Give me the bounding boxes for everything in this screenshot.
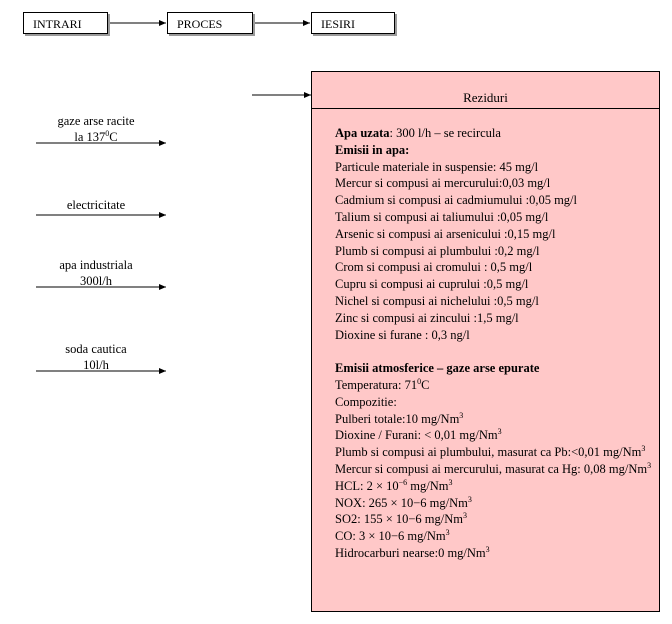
water-emission-item: Mercur si compusi ai mercurului:0,03 mg/l bbox=[335, 176, 551, 191]
water-emission-item: Plumb si compusi ai plumbului :0,2 mg/l bbox=[335, 243, 540, 258]
apa-uzata-line: Apa uzata: 300 l/h – se recircula bbox=[335, 126, 501, 140]
gas-emission-item: SO2: 155 × 10−6 mg/Nm$^3$ bbox=[335, 511, 467, 527]
water-emission-item: Talium si compusi ai taliumului :0,05 mg/l bbox=[335, 209, 549, 224]
box-intrari-label: INTRARI bbox=[33, 17, 82, 31]
input-apa-line2: 300l/h bbox=[80, 274, 112, 288]
water-emission-item: Cadmium si compusi ai cadmiumului :0,05 mg/l bbox=[335, 193, 577, 208]
gas-emission-item: NOX: 265 × 10−6 mg/Nm$^3$ bbox=[335, 494, 472, 510]
input-apa-industriala bbox=[36, 257, 156, 289]
air-emission-item: Mercur si compusi ai mercurului, masurat ca Hg: 0,08 mg/Nm$^3$ bbox=[335, 460, 652, 476]
air-emission-item: Pulberi totale:10 mg/Nm$^3$ bbox=[335, 410, 464, 426]
input-gaze-arse bbox=[36, 113, 156, 145]
box-proces-label: PROCES bbox=[177, 17, 223, 31]
water-emission-item: Arsenic si compusi ai arsenicului :0,15 mg/l bbox=[335, 226, 556, 241]
compozitie-label: Compozitie: bbox=[335, 394, 397, 409]
gas-emission-item: Hidrocarburi nearse:0 mg/Nm$^3$ bbox=[335, 544, 490, 560]
air-emission-item: Dioxine / Furani: < 0,01 mg/Nm$^3$ bbox=[335, 427, 502, 443]
water-emission-item: Particule materiale in suspensie: 45 mg/l bbox=[335, 159, 539, 174]
input-electricitate-line1: electricitate bbox=[66, 198, 126, 212]
temperatura-line: Temperatura: $71^0C$ bbox=[335, 376, 430, 392]
emisii-atmosferice-heading: Emisii atmosferice – gaze arse epurate bbox=[335, 361, 540, 376]
input-apa-line1: apa industriala bbox=[59, 258, 133, 272]
input-soda-line2: 10l/h bbox=[83, 358, 109, 372]
hcl-line: HCL: $2 \times 10^{-6}$ mg/Nm$^3$ bbox=[335, 477, 453, 493]
input-electricitate bbox=[36, 197, 156, 213]
reziduri-divider bbox=[312, 108, 659, 109]
air-emission-item: Plumb si compusi ai plumbului, masurat ca Pb:<0,01 mg/Nm$^3$ bbox=[335, 443, 646, 460]
water-emission-item: Nichel si compusi ai nichelului :0,5 mg/l bbox=[335, 293, 539, 308]
reziduri-panel bbox=[311, 71, 660, 612]
water-emission-item: Zinc si compusi ai zincului :1,5 mg/l bbox=[335, 310, 519, 325]
input-gaze-arse-line2: la $137^0C$ bbox=[74, 128, 118, 144]
input-soda-cautica bbox=[36, 341, 156, 373]
box-proces bbox=[167, 12, 253, 34]
box-iesiri-label: IESIRI bbox=[321, 17, 355, 31]
reziduri-title: Reziduri bbox=[463, 90, 508, 105]
box-iesiri bbox=[311, 12, 395, 34]
water-emission-item: Crom si compusi ai cromului : 0,5 mg/l bbox=[335, 260, 533, 275]
reziduri-content bbox=[335, 125, 655, 562]
box-intrari bbox=[23, 12, 108, 34]
water-emission-item: Cupru si compusi ai cuprului :0,5 mg/l bbox=[335, 277, 529, 292]
input-soda-line1: soda cautica bbox=[65, 342, 127, 356]
input-gaze-arse-line1: gaze arse racite bbox=[57, 114, 135, 128]
emisii-apa-heading: Emisii in apa: bbox=[335, 142, 410, 157]
water-emission-item: Dioxine si furane : 0,3 ng/l bbox=[335, 327, 470, 342]
gas-emission-item: CO: 3 × 10−6 mg/Nm$^3$ bbox=[335, 527, 450, 544]
